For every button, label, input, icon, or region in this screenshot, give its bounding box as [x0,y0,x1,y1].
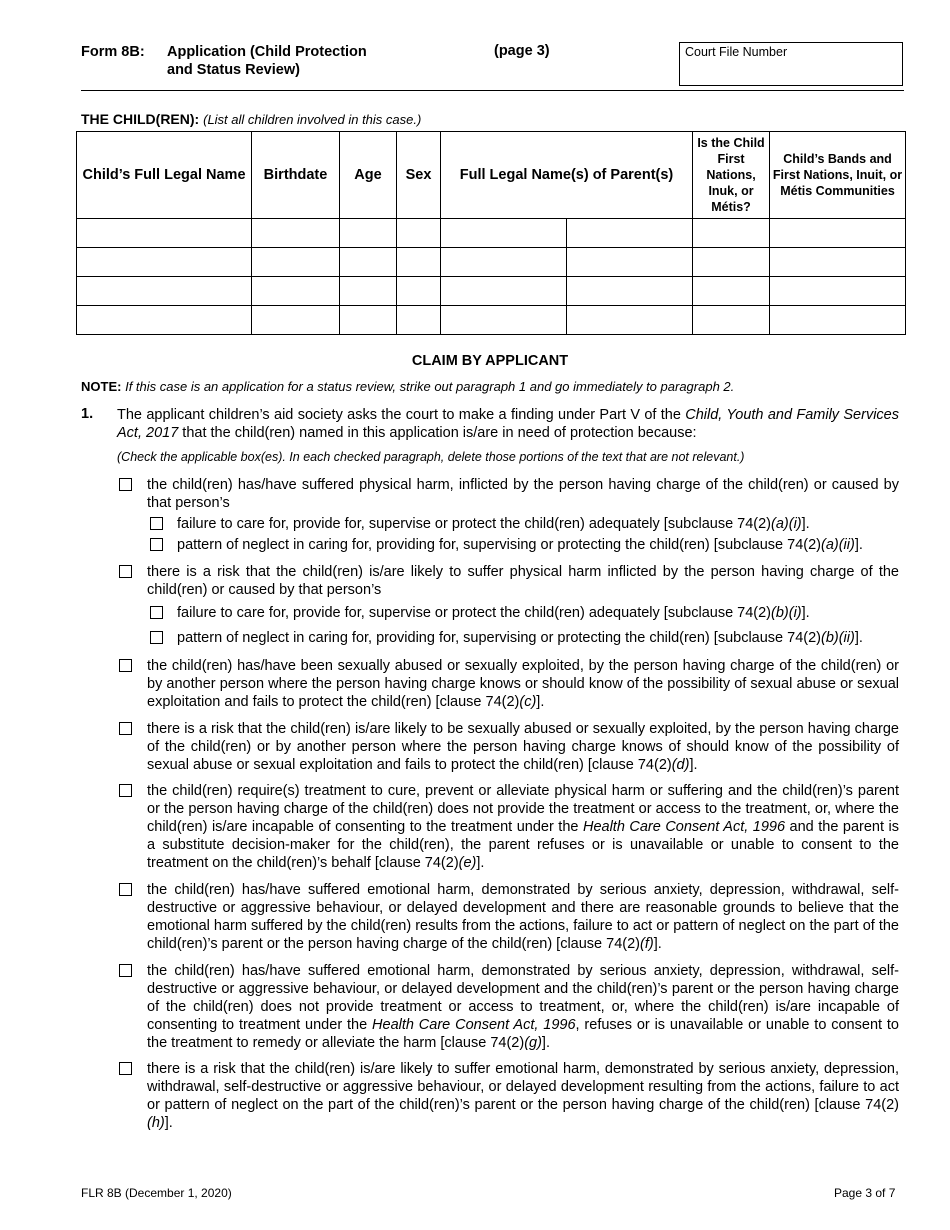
item-ref: (e) [458,855,477,871]
item-act-name: Health Care Consent Act, 1996 [582,819,786,835]
table-cell[interactable] [567,219,693,248]
sub-close: ]. [854,537,863,553]
table-cell[interactable] [252,248,340,277]
court-file-number-field[interactable] [679,42,903,86]
table-cell[interactable] [252,306,340,335]
sub-close: ]. [854,630,863,646]
table-cell[interactable] [567,248,693,277]
table-cell[interactable] [397,248,441,277]
checkbox-sub-a-i[interactable] [150,517,163,530]
sub-ref: (a)(i) [771,516,802,532]
table-cell[interactable] [693,306,770,335]
item-close: ]. [476,855,485,871]
table-cell[interactable] [693,219,770,248]
footer-form-id: FLR 8B (December 1, 2020) [81,1186,232,1200]
item-text-tail: , refuses or is unavailable or unable to consent to the treatment to remedy or alleviate the harm [clause 74(2) [147,1017,899,1051]
page-label: (page 3) [494,43,550,59]
item-text-tail: and the parent is a substitute decision-maker for the child(ren), the parent refuses or is unavailable or unable to consent to the treatment on the child(ren)’s behalf [clause 74(2) [147,819,899,871]
item-sexual-abuse [147,657,899,711]
table-cell[interactable] [770,248,906,277]
sub-ref: (b)(i) [771,605,802,621]
item-ref: (f) [640,936,654,952]
table-cell[interactable] [340,248,397,277]
table-cell[interactable] [567,306,693,335]
checkbox-emotional-harm-treatment[interactable] [119,964,132,977]
paragraph-1-text [117,406,899,442]
col-parents: Full Legal Name(s) of Parent(s) [441,132,693,219]
form-title [81,43,367,79]
table-cell[interactable] [441,248,567,277]
table-row [77,248,906,277]
checkbox-sub-b-ii[interactable] [150,631,163,644]
item-treatment [147,782,899,872]
item-risk-emotional-harm [147,1060,899,1132]
item-text: the child(ren) has/have suffered emotional harm, demonstrated by serious anxiety, depression, withdrawal, self-destructive or aggressive behaviour, or delayed development and the child(ren)’s parent or the person having charge of the child(ren) does not provide treatment or access to treatment, or, where the child(ren) is/are incapable of consenting to treatment under the [147,963,899,1033]
table-cell[interactable] [693,248,770,277]
sub-text: pattern of neglect in caring for, providing for, supervising or protecting the child(ren) [subclause 74(2) [177,630,821,646]
form-title-line1: Application (Child Protection [167,44,367,60]
header-divider [81,90,904,91]
table-row [77,219,906,248]
sub-item-b-ii [177,629,899,647]
table-cell[interactable] [770,306,906,335]
item-risk-sexual-abuse [147,720,899,774]
table-cell[interactable] [77,277,252,306]
checkbox-physical-harm[interactable] [119,478,132,491]
item-close: ]. [541,1035,550,1051]
sub-text: pattern of neglect in caring for, providing for, supervising or protecting the child(ren) [subclause 74(2) [177,537,821,553]
sub-item-b-i [177,604,899,622]
sub-item-a-ii [177,536,899,554]
sub-text: failure to care for, provide for, supervise or protect the child(ren) adequately [subclause 74(2) [177,605,772,621]
col-first-nations: Is the Child First Nations, Inuk, or Métis? [693,132,770,219]
table-header-row [77,132,906,219]
item-text: the child(ren) has/have suffered emotional harm, demonstrated by serious anxiety, depression, withdrawal, self-destructive or aggressive behaviour, or delayed development and there are reasonable grounds to believe that the emotional harm suffered by the child(ren) results from the actions, failure to act or pattern of neglect on the part of the child(ren)’s parent or the person having charge of the child(ren) [clause 74(2) [147,882,899,952]
children-table [76,131,906,335]
table-cell[interactable] [77,248,252,277]
item-physical-harm: the child(ren) has/have suffered physical harm, inflicted by the person having charge of the child(ren) or caused by that person’s [147,477,899,511]
paragraph-1-number: 1. [81,406,94,422]
table-cell[interactable] [340,306,397,335]
checkbox-risk-sexual-abuse[interactable] [119,722,132,735]
footer-page-number: Page 3 of 7 [834,1186,896,1200]
sub-ref: (b)(ii) [821,630,855,646]
checkbox-risk-emotional-harm[interactable] [119,1062,132,1075]
table-row [77,306,906,335]
table-cell[interactable] [340,277,397,306]
checkbox-emotional-harm[interactable] [119,883,132,896]
note-label: NOTE: [81,379,122,394]
col-age: Age [340,132,397,219]
table-row [77,277,906,306]
form-label: Form 8B: [81,44,145,60]
table-cell[interactable] [340,219,397,248]
checkbox-sexual-abuse[interactable] [119,659,132,672]
table-cell[interactable] [441,306,567,335]
table-cell[interactable] [567,277,693,306]
col-communities: Child’s Bands and First Nations, Inuit, or Métis Communities [770,132,906,219]
col-sex: Sex [397,132,441,219]
item-act-name: Health Care Consent Act, 1996 [372,1017,576,1033]
sub-close: ]. [801,605,810,621]
checkbox-risk-physical-harm[interactable] [119,565,132,578]
p1-act-name: Child, Youth and Family Services Act, 2017 [117,407,899,441]
item-text: the child(ren) require(s) treatment to cure, prevent or alleviate physical harm or suffering and the child(ren)’s parent or the person having charge of the child(ren) does not provide the treatment or access to the treatment, or, where the child(ren) is/are incapable of consenting to the treatment under the [147,783,899,835]
claim-note [81,379,734,394]
item-ref: (c) [519,694,537,710]
item-text: there is a risk that the child(ren) is/are likely to suffer emotional harm, demonstrated by serious anxiety, depression, withdrawal, self-destructive or aggressive behaviour, or delayed development resulting from the actions, failure to act or pattern of neglect on the part of the child(ren)’s parent or the person having charge of the child(ren) [clause 74(2) [147,1061,899,1113]
item-text: there is a risk that the child(ren) is/are likely to be sexually abused or sexually exploited, by the person having charge of the child(ren) or by another person where the person having charge knows of should know of the possibility of sexual abuse or sexual exploitation and fails to protect the child(ren) [clause 74(2) [147,721,899,773]
children-label-bold: THE CHILD(REN): [81,111,200,127]
checkbox-treatment[interactable] [119,784,132,797]
p1-text-a: The applicant children’s aid society asks the court to make a finding under Part V of the [117,407,686,423]
children-section-label [81,111,421,127]
item-emotional-harm [147,881,899,953]
item-ref: (g) [524,1035,542,1051]
table-cell[interactable] [252,219,340,248]
table-cell[interactable] [770,277,906,306]
item-ref: (h) [147,1115,165,1131]
court-file-number-label: Court File Number [685,45,788,59]
col-birthdate: Birthdate [252,132,340,219]
item-close: ]. [689,757,698,773]
table-cell[interactable] [397,219,441,248]
table-cell[interactable] [77,219,252,248]
table-cell[interactable] [770,219,906,248]
item-close: ]. [164,1115,173,1131]
form-title-line2: and Status Review) [167,62,300,78]
table-cell[interactable] [397,277,441,306]
children-label-italic: (List all children involved in this case.) [203,112,422,127]
checkbox-sub-b-i[interactable] [150,606,163,619]
item-ref: (d) [671,757,690,773]
sub-ref: (a)(ii) [821,537,855,553]
table-cell[interactable] [77,306,252,335]
table-cell[interactable] [441,219,567,248]
item-text: the child(ren) has/have been sexually abused or sexually exploited, by the person having charge of the child(ren) or by another person where the person having charge knows or should know of the possibility of sexual abuse or sexual exploitation and fails to protect the child(ren) [clause 74(2) [147,658,899,710]
check-instructions: (Check the applicable box(es). In each checked paragraph, delete those portions of the text that are not relevant.) [117,450,745,464]
p1-text-b: that the child(ren) named in this application is/are in need of protection because: [178,425,697,441]
item-close: ]. [536,694,545,710]
item-close: ]. [653,936,662,952]
note-text: If this case is an application for a status review, strike out paragraph 1 and go immediately to paragraph 2. [125,379,735,394]
table-cell[interactable] [693,277,770,306]
item-risk-physical-harm: there is a risk that the child(ren) is/are likely to suffer physical harm inflicted by the person having charge of the child(ren) or caused by that person’s [147,564,899,598]
table-cell[interactable] [397,306,441,335]
item-emotional-harm-treatment [147,962,899,1052]
sub-close: ]. [801,516,810,532]
sub-item-a-i [177,515,899,533]
col-child-name: Child’s Full Legal Name [77,132,252,219]
claim-heading: CLAIM BY APPLICANT [411,353,569,369]
table-cell[interactable] [441,277,567,306]
checkbox-sub-a-ii[interactable] [150,538,163,551]
sub-text: failure to care for, provide for, supervise or protect the child(ren) adequately [subclause 74(2) [177,516,772,532]
table-cell[interactable] [252,277,340,306]
